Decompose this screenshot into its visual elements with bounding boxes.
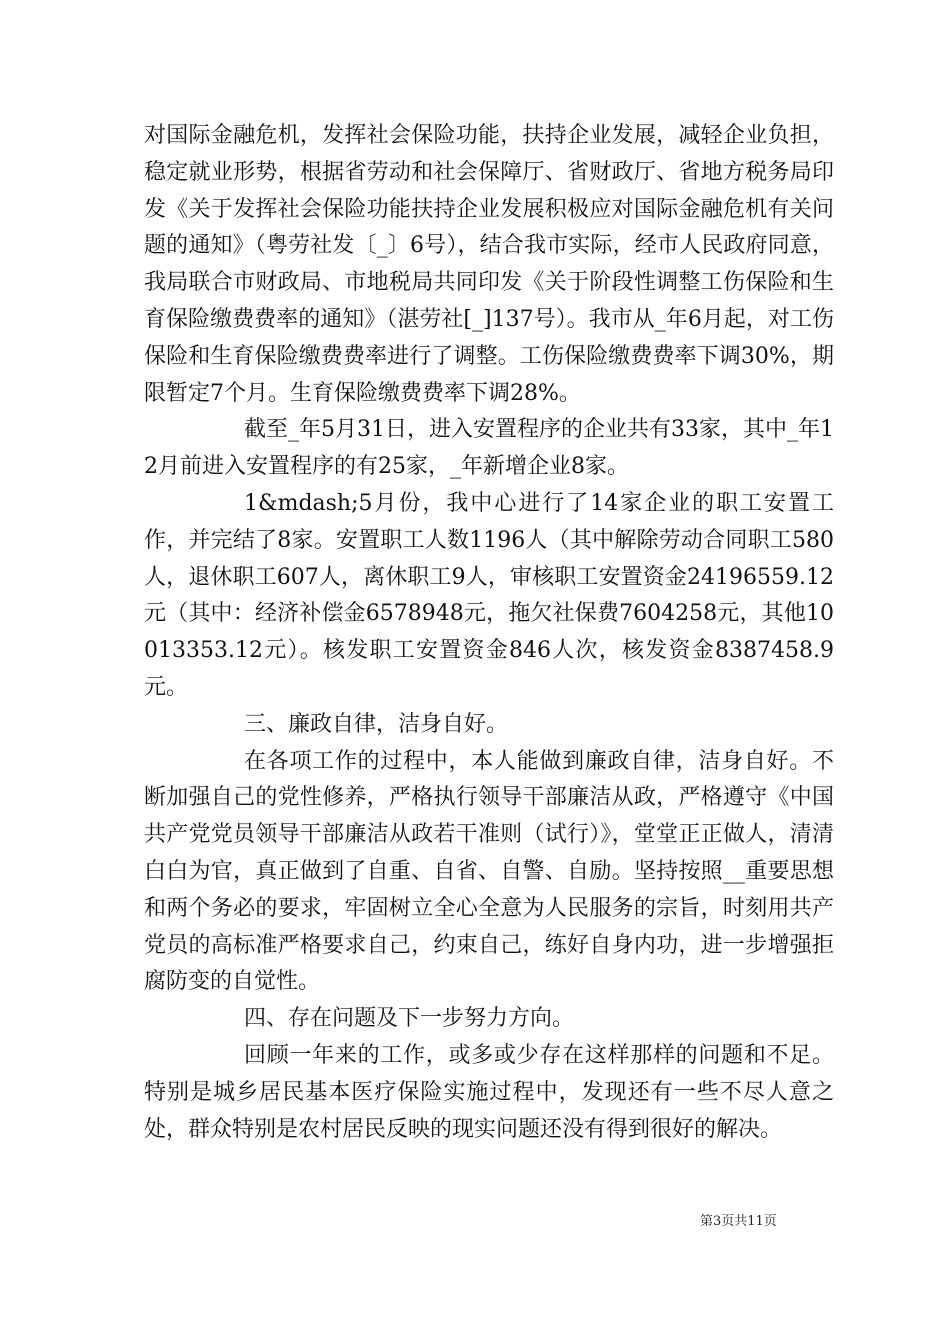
paragraph-problems: 回顾一年来的工作，或多或少存在这样那样的问题和不足。特别是城乡居民基本医疗保险实施过程中，发现还有一些不尽人意之处，群众特别是农村居民反映的现实问题还没有得到很好的解决。 [144,1042,834,1142]
paragraph-enterprise-count: 截至_年5月31日，进入安置程序的企业共有33家，其中_年12月前进入安置程序的有25家，_年新增企业8家。 [144,417,834,480]
page-number: 第3页共11页 [700,1214,777,1229]
paragraph-policy-adjustment: 对国际金融危机，发挥社会保险功能，扶持企业发展，减轻企业负担，稳定就业形势，根据省劳动和社会保障厅、省财政厅、省地方税务局印发《关于发挥社会保险功能扶持企业发展积极应对国际金融危机有关问题的通知》（粤劳社发〔_〕6号），结合我市实际，经市人民政府同意，我局联合市财政局、市地税局共同印发《关于阶段性调整工伤保险和生育保险缴费费率的通知》（湛劳社[_]137号）。我市从_年6月起，对工伤保险和生育保险缴费费率进行了调整。工伤保险缴费费率下调30%，期限暂定7个月。生育保险缴费费率下调28%。 [144,123,834,406]
section-heading-integrity: 三、廉政自律，洁身自好。 [244,711,509,737]
document-body [144,118,834,1148]
section-heading-problems: 四、存在问题及下一步努力方向。 [244,1006,575,1032]
paragraph-integrity: 在各项工作的过程中，本人能做到廉政自律，洁身自好。不断加强自己的党性修养，严格执行领导干部廉洁从政，严格遵守《中国共产党党员领导干部廉洁从政若干准则（试行）》，堂堂正正做人，清清白白为官，真正做到了自重、自省、自警、自励。坚持按照__重要思想和两个务必的要求，牢固树立全心全意为人民服务的宗旨，时刻用共产党员的高标准严格要求自己，约束自己，练好自身内功，进一步增强拒腐防变的自觉性。 [144,748,834,995]
paragraph-worker-placement: 1&mdash;5月份，我中心进行了14家企业的职工安置工作，并完结了8家。安置职工人数1196人（其中解除劳动合同职工580人，退休职工607人，离休职工9人，审核职工安置资金24196559.12元（其中：经济补偿金6578948元，拖欠社保费7604258元，其他10013353.12元）。核发职工安置资金846人次，核发资金8387458.9元。 [144,490,834,700]
